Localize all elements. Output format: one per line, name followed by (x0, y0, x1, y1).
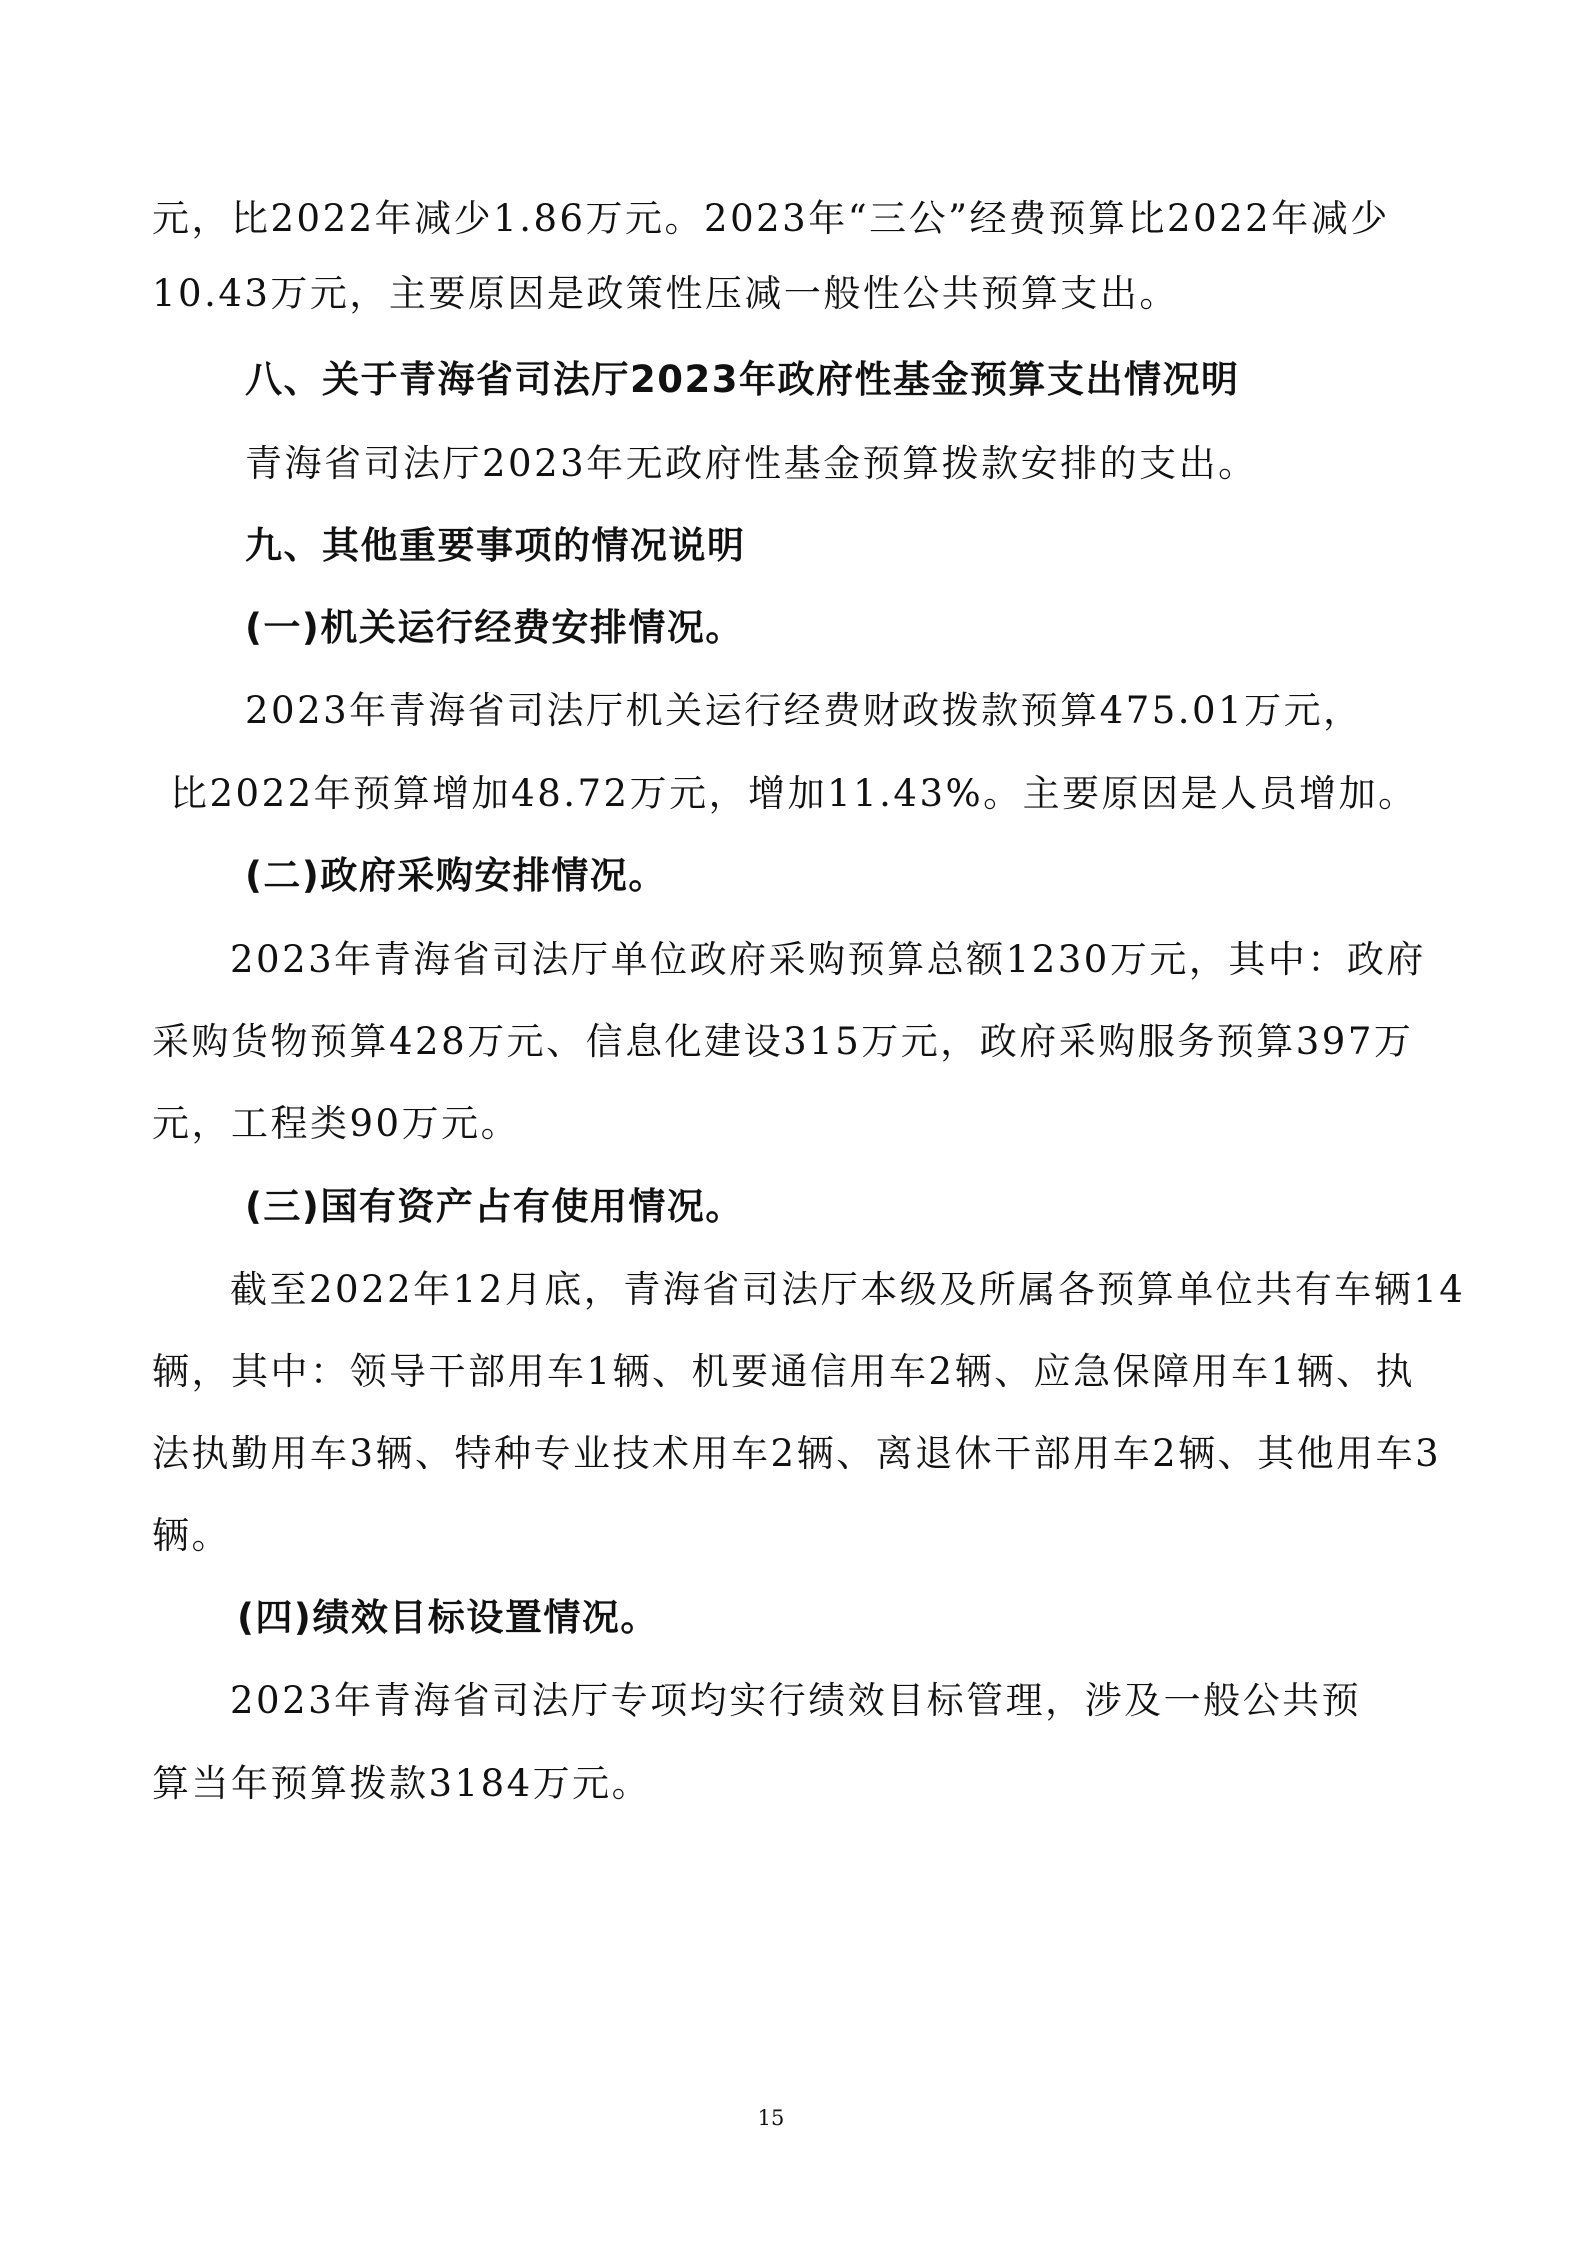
subheading-4: (四)绩效目标设置情况。 (237, 1596, 659, 1639)
subheading-1: (一)机关运行经费安排情况。 (245, 606, 744, 649)
body-line-4: 2023年青海省司法厅机关运行经费财政拨款预算475.01万元， (245, 689, 1363, 732)
body-line-12: 辆。 (152, 1514, 231, 1557)
body-line-14: 算当年预算拨款3184万元。 (152, 1762, 652, 1805)
section-heading-9: 九、其他重要事项的情况说明 (245, 524, 746, 567)
body-line-6: 2023年青海省司法厅单位政府采购预算总额1230万元，其中：政府 (230, 938, 1426, 981)
section-heading-8: 八、关于青海省司法厅2023年政府性基金预算支出情况明 (245, 358, 1240, 401)
body-line-1: 元，比2022年减少1.86万元。2023年“三公”经费预算比2022年减少 (152, 197, 1390, 240)
body-line-7: 采购货物预算428万元、信息化建设315万元，政府采购服务预算397万 (152, 1020, 1414, 1063)
body-line-11: 法执勤用车3辆、特种专业技术用车2辆、离退休干部用车2辆、其他用车3 (152, 1432, 1442, 1475)
body-line-13: 2023年青海省司法厅专项均实行绩效目标管理，涉及一般公共预 (230, 1679, 1362, 1722)
subheading-3: (三)国有资产占有使用情况。 (245, 1185, 744, 1228)
body-line-10: 辆，其中：领导干部用车1辆、机要通信用车2辆、应急保障用车1辆、执 (152, 1350, 1416, 1393)
body-line-9: 截至2022年12月底，青海省司法厅本级及所属各预算单位共有车辆14 (230, 1268, 1466, 1311)
body-line-3: 青海省司法厅2023年无政府性基金预算拨款安排的支出。 (245, 442, 1258, 485)
body-line-2: 10.43万元，主要原因是政策性压减一般性公共预算支出。 (152, 272, 1179, 315)
page-number: 15 (757, 2106, 785, 2130)
body-line-8: 元，工程类90万元。 (152, 1102, 521, 1145)
subheading-2: (二)政府采购安排情况。 (245, 854, 667, 897)
body-line-5: 比2022年预算增加48.72万元，增加11.43%。主要原因是人员增加。 (170, 772, 1418, 815)
